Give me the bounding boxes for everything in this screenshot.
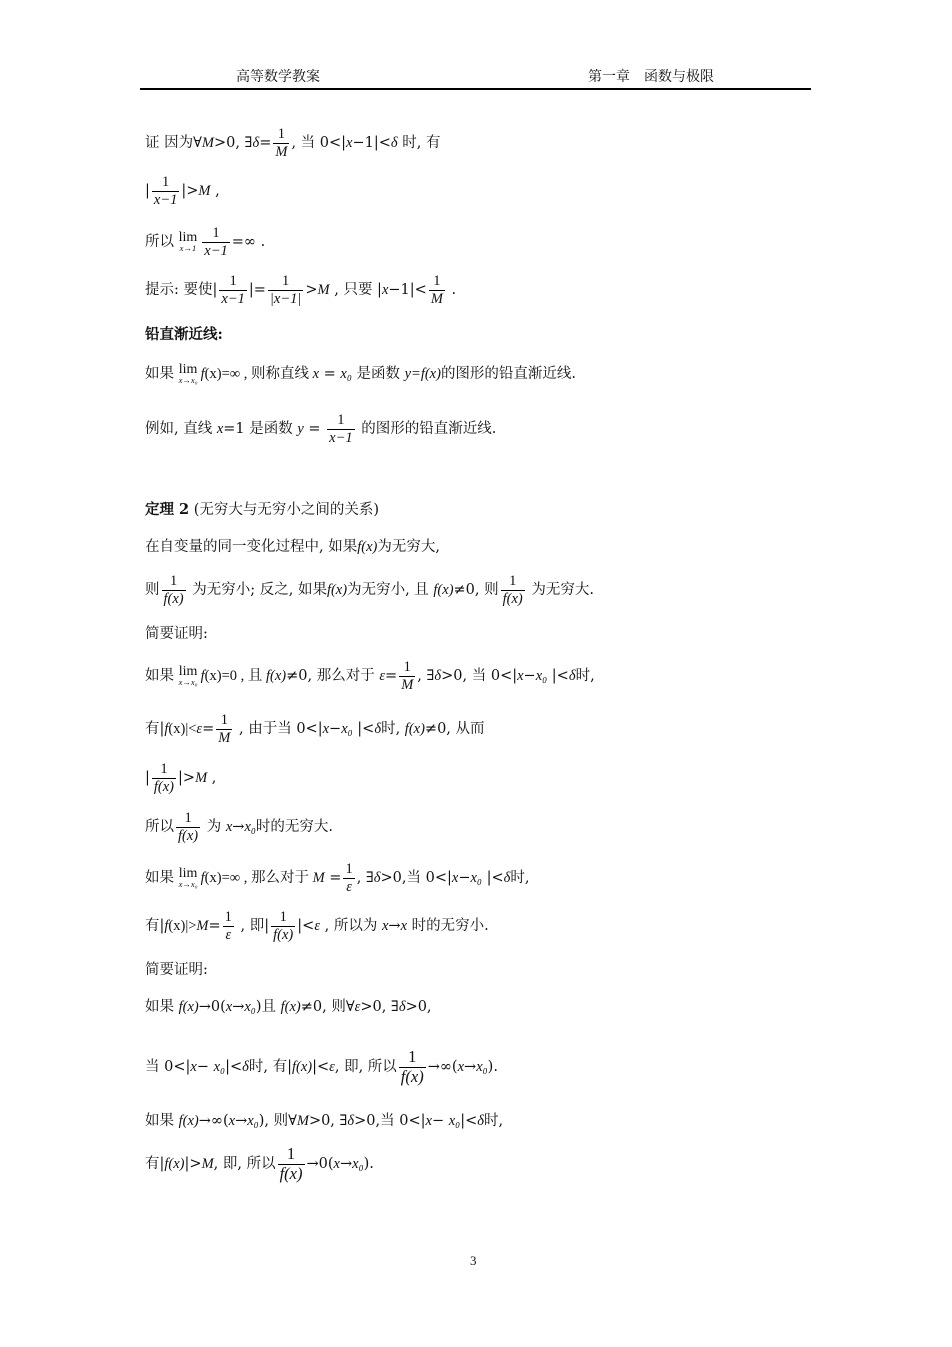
proof-line-11: 当 0<|x− x₀|<δ时, 有|f(x)|<ε, 即, 所以 $\frac{1}{f(x)}$ →∞(x→x₀).	[145, 1047, 498, 1086]
proof-line-3: 所以 lim x→1 $\frac{1}{x-1}$ =∞ .	[145, 225, 266, 259]
theorem-heading: 定理 2 (无穷大与无穷小之间的关系)	[145, 501, 380, 518]
header-rule	[140, 88, 811, 90]
fraction: $\frac{1}{f(x)}$	[400, 1047, 424, 1086]
proof-line-2: | $\frac{1}{x-1}$ |>M ,	[145, 174, 220, 208]
limit-operator: lim x→1	[178, 230, 198, 254]
section-heading-vertical-asymptote: 铅直渐近线:	[145, 326, 223, 343]
fraction: $\frac{1}{M}$	[218, 712, 231, 746]
brief-proof-label-1: 简要证明:	[145, 626, 208, 642]
brief-proof-label-2: 简要证明:	[145, 962, 208, 978]
fraction: $\frac{1}{M}$	[401, 659, 414, 693]
fraction: $\frac{1}{x-1}$	[329, 412, 353, 446]
proof-line-4: 如果 lim x→x₀ f(x)=0 , 且 f(x)≠0, 那么对于 ε= $\frac{1}{M}$ , ∃δ>0, 当 0<|x−x₀ |<δ时,	[145, 659, 595, 693]
fraction: $\frac{1}{f(x)}$	[153, 761, 175, 795]
proof-line-5: 有|f(x)|<ε= $\frac{1}{M}$ , 由于当 0<|x−x₀ |<δ时, f(x)≠0, 从而	[145, 712, 485, 746]
theorem-line-1: 在自变量的同一变化过程中, 如果f(x)为无穷大,	[145, 539, 440, 555]
fraction: $\frac{1}{f(x)}$	[273, 909, 294, 943]
header-left: 高等数学教案	[236, 69, 320, 85]
proof-line-9: 有|f(x)|>M= $\frac{1}{\varepsilon}$ , 即| $\frac{1}{f(x)}$ |<ε , 所以为 x→x 时的无穷小.	[145, 909, 489, 943]
proof-line-7: 所以 $\frac{1}{f(x)}$ 为 x→x₀时的无穷大.	[145, 810, 334, 844]
fraction: $\frac{1}{x-1}$	[204, 225, 228, 259]
theorem-line-2: 则 $\frac{1}{f(x)}$ 为无穷小; 反之, 如果f(x)为无穷小, 且 f(x)≠0, 则 $\frac{1}{f(x)}$ 为无穷大.	[145, 573, 594, 607]
page-number: 3	[470, 1253, 477, 1268]
fraction: $\frac{1}{f(x)}$	[178, 810, 199, 844]
proof-line-10: 如果 f(x)→0(x→x₀)且 f(x)≠0, 则∀ε>0, ∃δ>0,	[145, 999, 432, 1015]
proof-line-12: 如果 f(x)→∞(x→x₀), 则∀M>0, ∃δ>0,当 0<|x− x₀|<δ时,	[145, 1113, 504, 1129]
proof-line-6: | $\frac{1}{f(x)}$ |>M ,	[145, 761, 217, 795]
proof-line-13: 有|f(x)|>M, 即, 所以 $\frac{1}{f(x)}$ →0(x→x₀).	[145, 1144, 374, 1183]
definition-line: 如果 lim x→x₀ f(x)=∞ , 则称直线 x = x₀ 是函数 y=f(x)的图形的铅直渐近线.	[145, 362, 577, 385]
fraction: $\frac{1}{x-1}$	[221, 273, 245, 307]
example-line: 例如, 直线 x=1 是函数 y = $\frac{1}{x-1}$ 的图形的铅直渐近线.	[145, 412, 497, 446]
fraction: $\frac{1}{|x-1|}$	[269, 273, 302, 307]
proof-line-1: 证 因为∀M>0, ∃δ= $\frac{1}{M}$ , 当 0<|x−1|<δ 时, 有	[145, 126, 441, 160]
fraction: $\frac{1}{\varepsilon}$	[224, 909, 232, 943]
proof-line-8: 如果 lim x→x₀ f(x)=∞ , 那么对于 M = $\frac{1}{\varepsilon}$ , ∃δ>0,当 0<|x−x₀ |<δ时,	[145, 861, 530, 895]
fraction: $\frac{1}{\varepsilon}$	[345, 861, 353, 895]
fraction: $\frac{1}{f(x)}$	[502, 573, 523, 607]
hint-line: 提示: 要使| $\frac{1}{x-1}$ |= $\frac{1}{|x-1|}$ >M , 只要 |x−1|< $\frac{1}{M}$ .	[145, 273, 457, 307]
fraction: $\frac{1}{f(x)}$	[163, 573, 184, 607]
limit-operator: lim x→x₀	[178, 362, 198, 385]
fraction: $\frac{1}{M}$	[430, 273, 443, 307]
limit-operator: lim x→x₀	[178, 866, 198, 890]
fraction: $\frac{1}{f(x)}$	[279, 1144, 303, 1183]
header-right: 第一章 函数与极限	[588, 69, 714, 85]
fraction: $\frac{1}{x-1}$	[153, 174, 178, 208]
fraction: $\frac{1}{M}$	[275, 126, 288, 160]
limit-operator: lim x→x₀	[178, 664, 198, 688]
